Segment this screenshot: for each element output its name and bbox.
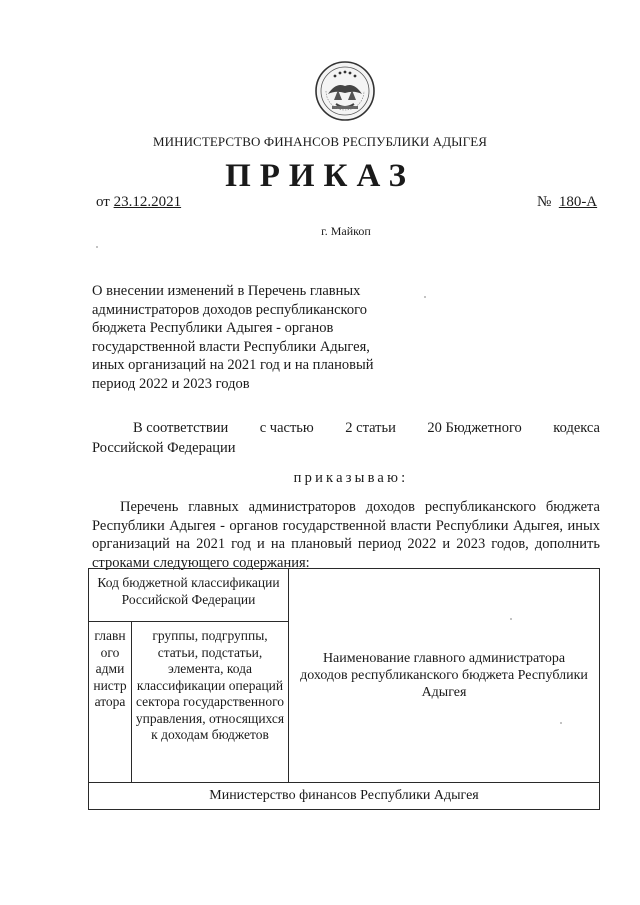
order-paragraph: Перечень главных администраторов доходов республиканского бюджета Республики Адыгея - органов государственной власти Республики Адыгея, иных организаций на 2021 год и на плановый период 2022 и 2023 годов, дополнить строками следующего содержания: — [92, 499, 600, 571]
basis-word: кодекса — [553, 420, 600, 436]
administrators-table — [88, 568, 600, 810]
number-prefix: № — [537, 194, 552, 210]
republic-emblem-icon — [314, 60, 376, 122]
scan-speck — [510, 618, 512, 620]
sub-groups-cell: группы, подгруппы, статьи, подстатьи, элемента, кода классификации операций сектора государственного управления, относящихся к доходам бюджетов — [132, 622, 289, 783]
date-prefix: от — [96, 194, 110, 210]
order-word: приказываю: — [293, 470, 409, 486]
sub-admin-cell: главн ого адми нистр атора — [89, 622, 132, 783]
basis-word: 2 статьи — [345, 420, 396, 436]
order-number: 180-А — [558, 194, 598, 210]
basis-line — [133, 420, 600, 437]
ministry-row: Министерство финансов Республики Адыгея — [89, 783, 600, 810]
order-date: 23.12.2021 — [113, 194, 182, 210]
ministry-name: МИНИСТЕРСТВО ФИНАНСОВ РЕСПУБЛИКИ АДЫГЕЯ — [152, 134, 488, 149]
basis-word: В соответствии — [133, 420, 229, 436]
scan-speck — [424, 296, 426, 298]
order-subject: О внесении изменений в Перечень главных администраторов доходов республиканского бюджета Республики Адыгея - органов государственной власти Республики Адыгея, иных организаций на 2021 год и на плановый период 2022 и 2023 годов — [92, 283, 374, 392]
document-title: ПРИКАЗ — [225, 158, 415, 194]
order-number-line — [537, 194, 597, 211]
order-date-line — [96, 194, 181, 211]
header-code-cell: Код бюджетной классификации Российской Федерации — [89, 569, 289, 622]
scan-speck — [560, 722, 562, 724]
header-name-cell: Наименование главного администратора доходов республиканского бюджета Республики Адыгея — [289, 569, 600, 783]
city: г. Майкоп — [321, 224, 371, 238]
scan-speck — [96, 246, 98, 248]
basis-word: с частью — [259, 420, 314, 436]
basis-line-2: Российской Федерации — [92, 440, 236, 456]
basis-word: 20 Бюджетного — [427, 420, 522, 436]
